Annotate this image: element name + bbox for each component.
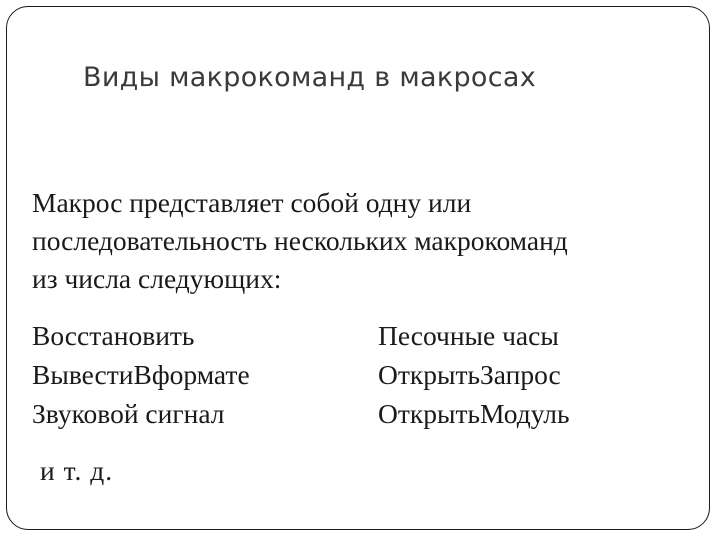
slide-title: Виды макрокоманд в макросах [83, 62, 537, 93]
command-list-left [32, 316, 250, 433]
intro-line: последовательность нескольких макрокоманд [32, 225, 568, 256]
intro-paragraph [32, 184, 692, 298]
command-item: ОткрытьЗапрос [378, 359, 561, 390]
command-item: ВывестиВформате [32, 359, 250, 390]
etc-text: и т. д. [40, 455, 114, 486]
command-item: Восстановить [32, 320, 195, 351]
intro-line: из числа следующих: [32, 263, 282, 294]
command-item: Песочные часы [378, 320, 559, 351]
intro-line: Макрос представляет собой одну или [32, 187, 472, 218]
command-list-right [378, 316, 570, 433]
command-item: ОткрытьМодуль [378, 398, 570, 429]
command-item: Звуковой сигнал [32, 398, 225, 429]
